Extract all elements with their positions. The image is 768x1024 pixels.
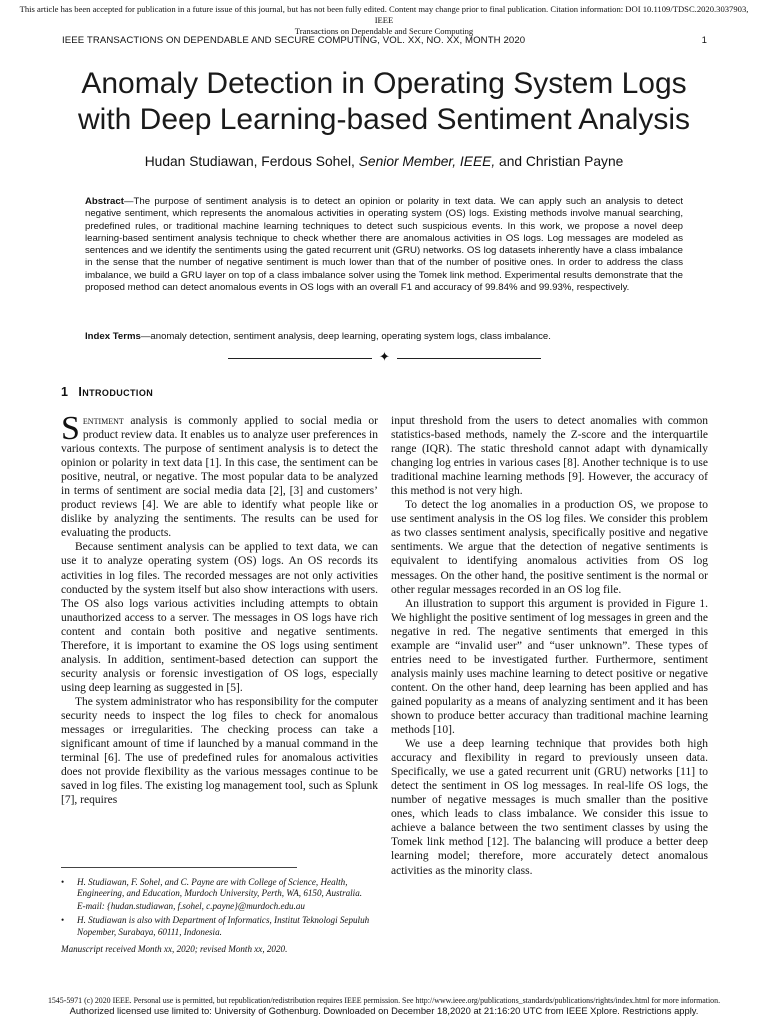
paragraph: input threshold from the users to detect anomalies with common statistics-based methods, namely the Z-score and the interquartile range (IQR). The static threshold cannot adapt with dynamically changing log entries in various cases [8]. Another technique is to use traditional machine learning methods [9]. However, the accuracy of this method is not very high.	[391, 415, 708, 498]
paragraph	[61, 410, 378, 540]
footnotes	[61, 877, 378, 955]
paragraph: An illustration to support this argument is provided in Figure 1. We highlight the positive sentiment of log messages in green and the negative in red. The negative sentiments that emerged in this example are “invalid user” and “user unknown”. These types of entries need to be investigated further. Furthermore, sentiment analysis mainly uses machine learning to detect positive or negative content. On the other hand, deep learning has been applied and has gained popularity as a means of analyzing sentiment and it has been shown to produce better accuracy than traditional machine learning methods [10].	[391, 597, 708, 737]
footnote-text: H. Studiawan, F. Sohel, and C. Payne are with College of Science, Health, Engineering, and Education, Murdoch University, Perth, WA, 6150, Australia.	[77, 877, 363, 899]
divider-diamond-icon: ✦	[379, 349, 390, 364]
paragraph: The system administrator who has responsibility for the computer security needs to inspect the log files to check for anomalous messages or irregularities. The checking process can take a significant amount of time if launched by a manual command in the terminal [6]. The use of predefined rules for anomalous activities does not provide flexibility as the various messages continue to be saved in log files. The existing log management tool, such as Splunk [7], requires	[61, 695, 378, 807]
footnote-email: E-mail: {hudan.studiawan, f.sohel, c.payne}@murdoch.edu.au	[77, 900, 305, 911]
author-list	[40, 154, 728, 169]
notice-line-2: Transactions on Dependable and Secure Computing	[294, 26, 474, 36]
index-terms-label: Index Terms	[85, 331, 141, 342]
author-role: Senior Member, IEEE,	[358, 154, 496, 169]
manuscript-dates: Manuscript received Month xx, 2020; revised Month xx, 2020.	[61, 944, 288, 955]
body-column-right	[391, 414, 708, 878]
abstract	[85, 196, 683, 294]
first-word: entiment	[82, 415, 124, 427]
footnote-affiliation	[61, 877, 378, 912]
page-number: 1	[701, 35, 707, 46]
section-divider	[228, 351, 541, 365]
running-header	[62, 35, 707, 46]
footnote-text: H. Studiawan is also with Department of Informatics, Institut Teknologi Sepuluh Nopember, Surabaya, 60111, Indonesia.	[77, 915, 370, 937]
index-terms	[85, 331, 683, 343]
footnote-affiliation-2	[61, 915, 378, 938]
title-line-2: with Deep Learning-based Sentiment Analysis	[77, 103, 691, 136]
abstract-text: —The purpose of sentiment analysis is to detect an opinion or polarity in text data. We can apply such an analysis to detect negative sentiment, which represents the anomalous activities in operating system (OS) logs. Existing methods involve manual searching, predefined rules, or traditional machine learning techniques to detect such suspicious events. In this work, we propose a novel deep learning-based sentiment analysis technique to check whether there are anomalous activities in OS logs. Log messages are modeled as sentences and we identify the sentiments using the gated recurrent unit (GRU) networks. OS log datasets inherently have a class imbalance in the sense that the number of negative sentiment is much lower than that of the number of positive ones. In order to address the class imbalance, we build a GRU layer on top of a class imbalance solver using the Tomek link method. Experimental results demonstrate that the proposed method can detect anomalous events in OS logs with an overall F1 and accuracy of 99.84% and 99.93%, respectively.	[85, 196, 683, 294]
license-notice: Authorized licensed use limited to: University of Gothenburg. Downloaded on December 18,2020 at 21:16:20 UTC from IEEE Xplore. Restrictions apply.	[69, 1005, 699, 1016]
bullet-icon: •	[61, 877, 65, 887]
notice-line-1: This article has been accepted for publication in a future issue of this journal, but has not been fully edited. Content may change prior to final publication. Citation information: DOI 10.1109/TDSC.2020.3037903, IEEE	[19, 4, 749, 25]
paragraph: To detect the log anomalies in a production OS, we propose to use sentiment analysis in the OS log files. We consider this problem as two classes sentiment analysis, specifically positive and negative sentiments. We argue that the detection of negative sentiments is equivalent to identifying anomalous activities from OS log messages. On the other hand, the positive sentiment is the normal or other regular messages recorded in an OS log file.	[391, 499, 708, 596]
bullet-icon: •	[61, 915, 65, 926]
paragraph: We use a deep learning technique that provides both high accuracy and flexibility in regard to previously unseen data. Specifically, we use a gated recurrent unit (GRU) networks [11] to detect the sentiment in OS log messages. In real-life OS logs, the number of negative messages is much smaller than the positive ones, which leads to class imbalance. We consider this issue to achieve a balance between the two sentiment classes by using the Tomek link method [12]. The balancing will produce a better deep learning model; therefore, more accurately detect anomalous activities as the minority class.	[391, 738, 708, 877]
title-line-1: Anomaly Detection in Operating System Logs	[81, 67, 687, 100]
section-heading	[61, 385, 153, 399]
body-column-left	[61, 410, 378, 807]
divider-line-left	[228, 358, 372, 359]
abstract-label: Abstract	[85, 196, 124, 207]
copyright-notice: 1545-5971 (c) 2020 IEEE. Personal use is permitted, but republication/redistribution requires IEEE permission. See http://www.ieee.org/publications_standards/publications/rights/index.html for more information.	[47, 996, 721, 1005]
section-number: 1	[61, 385, 69, 399]
journal-name: IEEE TRANSACTIONS ON DEPENDABLE AND SECURE COMPUTING, VOL. XX, NO. XX, MONTH 2020	[62, 35, 526, 46]
acceptance-notice	[10, 4, 758, 37]
divider-line-right	[397, 358, 541, 359]
drop-cap: S	[61, 410, 80, 447]
authors-part-a: Hudan Studiawan, Ferdous Sohel,	[144, 154, 355, 169]
paper-title	[40, 66, 728, 138]
index-terms-text: —anomaly detection, sentiment analysis, deep learning, operating system logs, class imbalance.	[140, 331, 551, 342]
footnote-rule	[61, 867, 297, 868]
paragraph: Because sentiment analysis can be applied to text data, we can use it to analyze operating system (OS) logs. An OS records its activities in log files. The recorded messages are not only activities conducted by the system itself but also show interactions with users. The OS also logs various activities including attempts to obtain unauthorized access to a server. The messages in OS logs have rich content and contain both positive and negative sentiments. Therefore, it is important to examine the OS logs using sentiment analysis. In addition, sentiment-based detection can support the security analysis or forensic investigation of OS logs, especially using deep learning as suggested in [5].	[61, 541, 378, 694]
section-title: Introduction	[78, 385, 154, 399]
paragraph-text: analysis is commonly applied to social media or product review data. It enables us to analyze user preferences in various contexts. The purpose of sentiment analysis is to detect the opinion or polarity in text data [1]. In this case, the sentiment can be positive, neutral, or negative. The most popular data to be analyzed in terms of sentiment are social media data [2], [3] and customers’ product reviews [4]. We are able to identify what people like or dislike by analyzing the sentiments. The results can be used for evaluating the products.	[61, 415, 378, 540]
authors-part-b: and Christian Payne	[499, 154, 624, 169]
